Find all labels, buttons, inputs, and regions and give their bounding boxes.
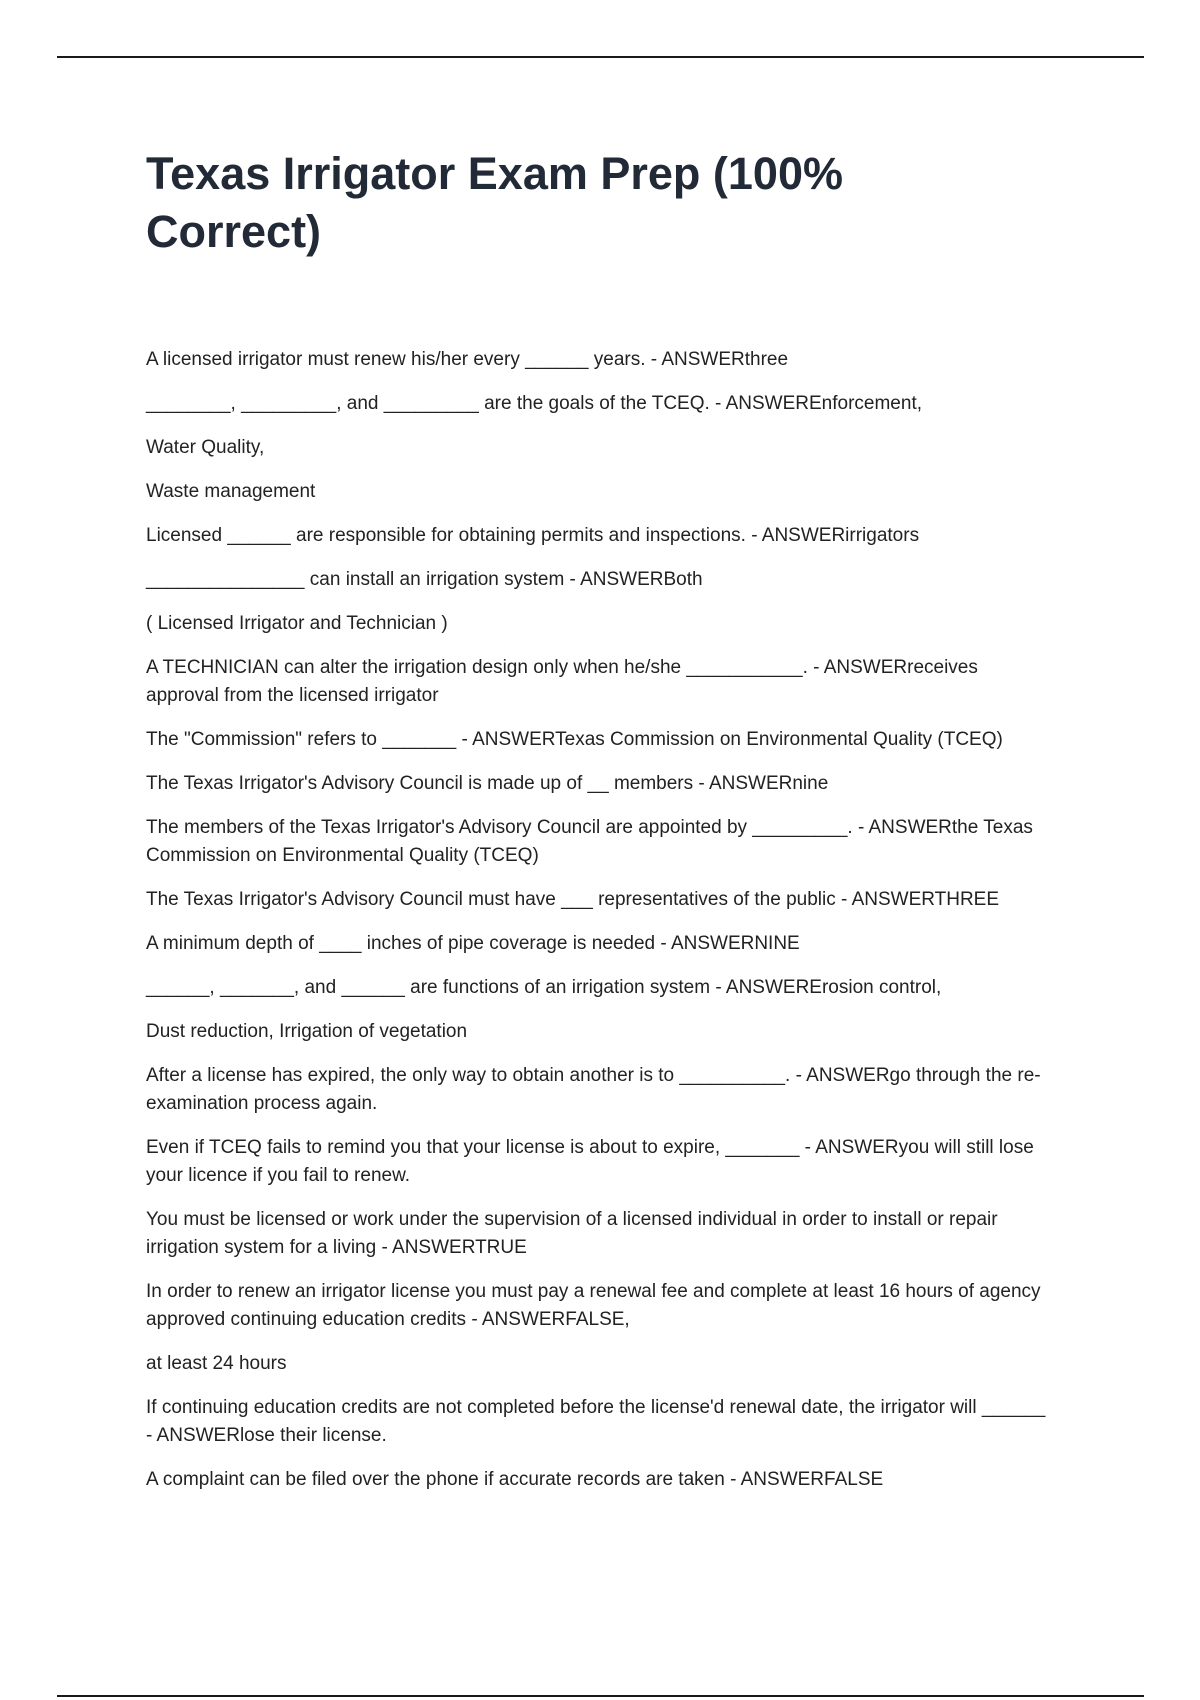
paragraph: ________, _________, and _________ are the goals of the TCEQ. - ANSWEREnforcement, — [146, 393, 923, 414]
paragraph: Even if TCEQ fails to remind you that your license is about to expire, _______ - ANSWERyou will still lose your licence if you fail to renew. — [146, 1137, 1034, 1186]
paragraph: The "Commission" refers to _______ - ANSWERTexas Commission on Environmental Quality (TCEQ) — [146, 729, 1003, 750]
paragraph: Licensed ______ are responsible for obtaining permits and inspections. - ANSWERirrigators — [146, 525, 920, 546]
paragraph: The Texas Irrigator's Advisory Council must have ___ representatives of the public - ANSWERTHREE — [146, 889, 1000, 910]
paragraph: A TECHNICIAN can alter the irrigation design only when he/she ___________. - ANSWERreceives approval from the licensed irrigator — [146, 657, 978, 706]
paragraph: ( Licensed Irrigator and Technician ) — [146, 613, 448, 634]
paragraph: If continuing education credits are not completed before the license'd renewal date, the irrigator will ______ - ANSWERlose their license. — [146, 1397, 1046, 1446]
paragraph: A minimum depth of ____ inches of pipe coverage is needed - ANSWERNINE — [146, 933, 800, 954]
paragraph: The Texas Irrigator's Advisory Council is made up of __ members - ANSWERnine — [146, 773, 829, 794]
header-rule — [57, 56, 1144, 58]
paragraph: Water Quality, — [146, 437, 265, 458]
paragraph: In order to renew an irrigator license you must pay a renewal fee and complete at least 16 hours of agency approved continuing education credits - ANSWERFALSE, — [146, 1281, 1041, 1330]
paragraph: at least 24 hours — [146, 1353, 287, 1374]
paragraph: Dust reduction, Irrigation of vegetation — [146, 1021, 468, 1042]
document-title: Texas Irrigator Exam Prep (100% Correct) — [146, 148, 843, 257]
paragraph: _______________ can install an irrigation system - ANSWERBoth — [146, 569, 703, 590]
paragraph: You must be licensed or work under the supervision of a licensed individual in order to install or repair irrigation system for a living - ANSWERTRUE — [146, 1209, 998, 1258]
paragraph: A complaint can be filed over the phone if accurate records are taken - ANSWERFALSE — [146, 1469, 884, 1490]
paragraph: A licensed irrigator must renew his/her every ______ years. - ANSWERthree — [146, 349, 789, 370]
footer-rule — [57, 1695, 1144, 1697]
paragraph: After a license has expired, the only way to obtain another is to __________. - ANSWERgo through the re-examination process again. — [146, 1065, 1041, 1114]
paragraph: The members of the Texas Irrigator's Advisory Council are appointed by _________. - ANSWERthe Texas Commission on Environmental Quality (TCEQ) — [146, 817, 1033, 866]
paragraph: Waste management — [146, 481, 316, 502]
paragraph: ______, _______, and ______ are functions of an irrigation system - ANSWERErosion control, — [146, 977, 942, 998]
document-body — [146, 346, 1051, 1510]
